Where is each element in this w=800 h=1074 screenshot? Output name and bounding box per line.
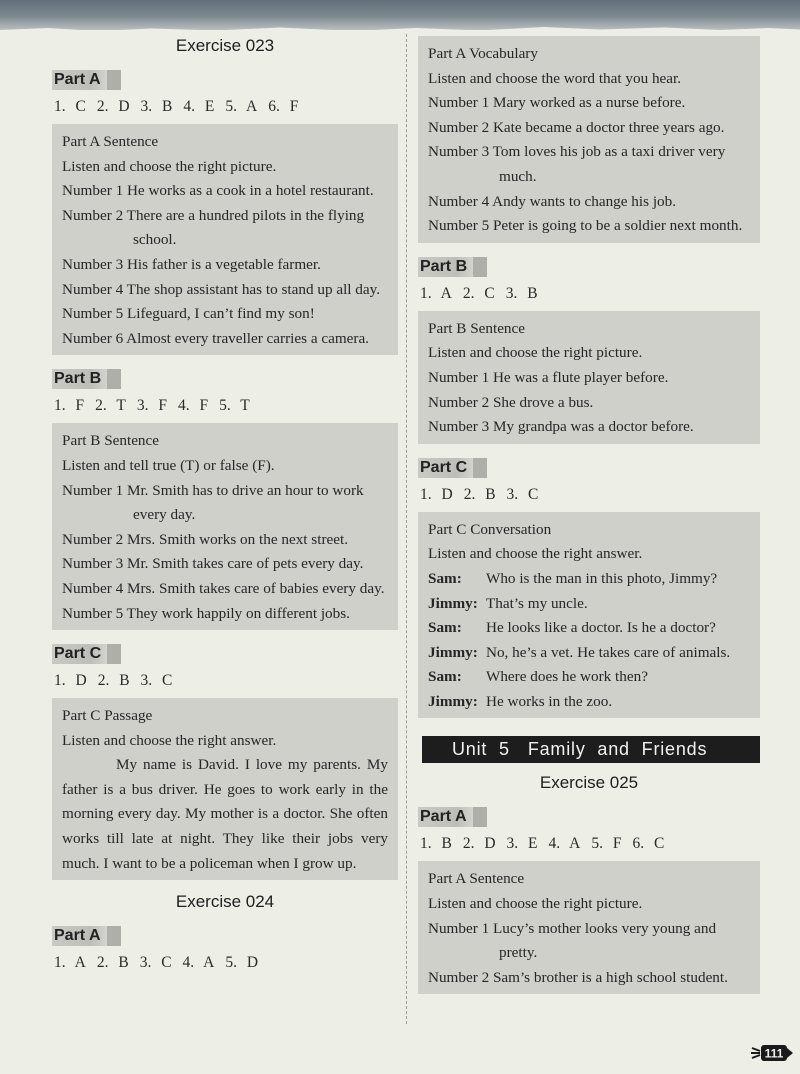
unit-number: Unit 5	[452, 739, 510, 760]
page-number: 111	[764, 1046, 784, 1061]
dialogue-line	[428, 690, 750, 715]
script-line: Number 1 Lucy’s mother looks very young and pretty.	[428, 919, 717, 962]
answer: 3. E	[506, 835, 538, 853]
script-line: Number 2 Mrs. Smith works on the next street.	[62, 530, 348, 548]
script-instruction: Listen and choose the right answer.	[428, 545, 643, 563]
script-heading: Part B Sentence	[62, 432, 160, 450]
ex024-part-b-label: Part B	[418, 257, 487, 277]
script-instruction: Listen and choose the right picture.	[428, 895, 643, 913]
script-line: Number 2 Kate became a doctor three years ago.	[428, 118, 725, 136]
utterance: Where does he work then?	[486, 668, 648, 686]
script-line: Number 3 Mr. Smith takes care of pets every day.	[62, 555, 364, 573]
script-instruction: Listen and choose the right picture.	[62, 157, 277, 175]
page-number-marker	[750, 1042, 794, 1064]
exercise-023-title: Exercise 023	[175, 36, 275, 55]
dialogue-line	[428, 665, 750, 690]
script-instruction: Listen and choose the word that you hear.	[428, 69, 682, 87]
answer: 5. D	[225, 954, 259, 972]
script-line: Number 2 Sam’s brother is a high school student.	[428, 968, 728, 986]
speaker: Sam:	[428, 619, 462, 637]
ex024-part-a-answers	[54, 954, 398, 972]
script-line: Number 1 Mary worked as a nurse before.	[428, 94, 686, 112]
script-line: Number 3 His father is a vegetable farmer.	[62, 255, 321, 273]
ex023-part-a-script	[52, 124, 398, 355]
ex024-part-c-label: Part C	[418, 458, 487, 478]
answer: 1. C	[54, 98, 86, 115]
script-line: Number 1 He was a flute player before.	[428, 368, 669, 386]
utterance: He looks like a doctor. Is he a doctor?	[486, 619, 716, 637]
answer: 4. F	[177, 397, 209, 415]
answer: 6. F	[268, 98, 299, 115]
script-line: Number 5 They work happily on different jobs.	[62, 604, 350, 622]
answer: 4. E	[183, 98, 215, 115]
speaker: Sam:	[428, 668, 462, 686]
script-line: Number 1 Mr. Smith has to drive an hour to work every day.	[62, 481, 364, 524]
script-passage: My name is David. I love my parents. My father is a bus driver. He goes to work early in the morning every day. My mother is a doctor. She often works till late at night. They like their jobs very much. I want to be a policeman when I grow up.	[62, 756, 388, 872]
dialogue-line	[428, 616, 750, 641]
answer: 1. D	[420, 485, 453, 503]
script-line: Number 4 Andy wants to change his job.	[428, 192, 677, 210]
answer: 3. B	[505, 284, 538, 302]
utterance: That’s my uncle.	[486, 594, 588, 612]
answer: 5. A	[225, 98, 258, 115]
ex024-part-a-label: Part A	[52, 926, 121, 946]
script-heading: Part C Passage	[62, 707, 153, 725]
script-line: Number 3 My grandpa was a doctor before.	[428, 418, 694, 436]
answer: 1. F	[54, 397, 85, 415]
column-divider	[406, 34, 407, 1024]
answer: 2. D	[462, 835, 496, 853]
speaker: Jimmy:	[428, 643, 478, 661]
exercise-024-title: Exercise 024	[175, 892, 275, 912]
answer: 4. A	[548, 835, 581, 853]
ex025-part-a-label: Part A	[418, 807, 487, 827]
ex024-part-c-answers	[420, 486, 760, 504]
answer: 3. F	[136, 397, 167, 415]
answer: 6. C	[632, 835, 665, 853]
ex024-part-c-script	[418, 512, 760, 719]
top-edge-band	[0, 0, 800, 30]
left-column	[52, 34, 398, 980]
page-number-icon	[750, 1042, 794, 1064]
ex024-part-b-answers	[420, 285, 760, 303]
script-line: Number 2 There are a hundred pilots in the flying school.	[62, 206, 365, 249]
ex023-part-c-answers	[54, 672, 398, 690]
answer: 3. B	[140, 98, 173, 115]
utterance: Who is the man in this photo, Jimmy?	[486, 569, 718, 587]
script-heading: Part A Sentence	[62, 133, 159, 150]
answer: 3. C	[139, 954, 172, 972]
ex023-part-c-label: Part C	[52, 644, 121, 664]
ex023-part-b-script	[52, 423, 398, 630]
answer: 1. A	[420, 284, 452, 302]
script-heading: Part A Vocabulary	[428, 45, 538, 62]
answer: 4. A	[182, 954, 215, 972]
script-line: Number 3 Tom loves his job as a taxi driver very much.	[428, 143, 726, 185]
ex023-part-a-label: Part A	[52, 70, 121, 90]
answer: 5. T	[219, 397, 250, 415]
answer: 2. B	[97, 672, 130, 690]
script-line: Number 5 Lifeguard, I can’t find my son!	[62, 305, 315, 323]
script-instruction: Listen and choose the right picture.	[428, 344, 643, 362]
script-instruction: Listen and choose the right answer.	[62, 731, 277, 749]
script-line: Number 6 Almost every traveller carries a camera.	[62, 329, 369, 347]
ex023-part-b-label: Part B	[52, 369, 121, 389]
answer: 5. F	[591, 835, 622, 853]
script-line: Number 4 The shop assistant has to stand up all day.	[62, 280, 381, 298]
utterance: No, he’s a vet. He takes care of animals.	[486, 643, 731, 661]
speaker: Jimmy:	[428, 692, 478, 710]
unit-title: Family and Friends	[527, 739, 708, 760]
script-heading: Part C Conversation	[428, 520, 552, 538]
answer: 2. D	[96, 98, 130, 115]
ex023-part-a-answers	[54, 98, 398, 116]
script-line: Number 2 She drove a bus.	[428, 393, 594, 411]
script-line: Number 1 He works as a cook in a hotel restaurant.	[62, 182, 374, 200]
ex024-part-a-script	[418, 36, 760, 243]
right-column	[418, 36, 760, 1000]
ex025-part-a-answers	[420, 835, 760, 853]
script-heading: Part A Sentence	[428, 870, 525, 888]
script-instruction: Listen and tell true (T) or false (F).	[62, 456, 275, 474]
answer: 2. T	[95, 397, 126, 415]
answer: 3. C	[140, 672, 173, 690]
dialogue-line	[428, 567, 750, 592]
exercise-025-title: Exercise 025	[539, 773, 639, 793]
ex025-part-a-script	[418, 861, 760, 994]
script-heading: Part B Sentence	[428, 319, 526, 337]
dialogue-line	[428, 641, 750, 666]
answer: 1. D	[54, 672, 87, 690]
script-line: Number 4 Mrs. Smith takes care of babies every day.	[62, 579, 385, 597]
answer: 1. B	[420, 835, 452, 853]
ex024-part-b-script	[418, 311, 760, 444]
utterance: He works in the zoo.	[486, 692, 613, 710]
answer: 1. A	[54, 954, 86, 972]
speaker: Jimmy:	[428, 594, 478, 612]
answer: 2. B	[96, 954, 129, 972]
dialogue-line	[428, 592, 750, 617]
answer: 3. C	[506, 485, 539, 503]
answer: 2. B	[463, 485, 496, 503]
answer: 2. C	[462, 284, 495, 302]
speaker: Sam:	[428, 569, 462, 587]
ex023-part-c-script	[52, 698, 398, 880]
script-line: Number 5 Peter is going to be a soldier next month.	[428, 217, 743, 235]
ex023-part-b-answers	[54, 397, 398, 415]
unit-heading-bar	[422, 736, 760, 763]
